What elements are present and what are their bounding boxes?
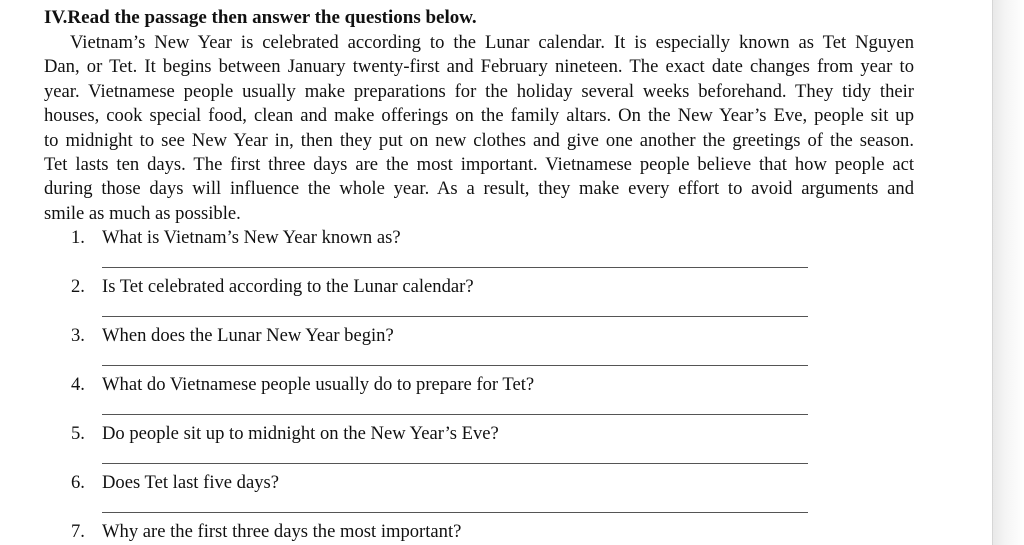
question-item [44,520,804,545]
passage-line: houses, cook special food, clean and make offerings on the family altars. On the New Year’s Eve, people sit up [44,105,914,127]
question-text: Do people sit up to midnight on the New Year’s Eve? [102,423,499,444]
question-item [44,471,804,520]
question-number: 6. [71,472,85,493]
question-text: What is Vietnam’s New Year known as? [102,227,401,248]
passage-line: Dan, or Tet. It begins between January twenty-first and February nineteen. The exact date changes from year to [44,56,914,78]
answer-line[interactable] [102,316,808,317]
question-number: 2. [71,276,85,297]
question-number: 1. [71,227,85,248]
answer-line[interactable] [102,267,808,268]
question-text: Why are the first three days the most important? [102,521,462,542]
passage-line: Vietnam’s New Year is celebrated according to the Lunar calendar. It is especially known as Tet Nguyen [70,32,914,53]
passage-line: smile as much as possible. [44,202,241,224]
question-item [44,373,804,422]
passage-line: during those days will influence the whole year. As a result, they make every effort to avoid arguments and [44,178,914,200]
question-item [44,275,804,324]
question-text: What do Vietnamese people usually do to prepare for Tet? [102,374,535,395]
answer-line[interactable] [102,414,808,415]
question-number: 7. [71,521,85,542]
exercise-heading: IV.Read the passage then answer the questions below. [44,7,477,28]
page-edge [992,0,1024,545]
passage-line: Tet lasts ten days. The first three days are the most important. Vietnamese people believe that how people act [44,154,914,176]
question-list [44,226,804,545]
question-item [44,324,804,373]
question-item [44,422,804,471]
question-number: 3. [71,325,85,346]
passage-line: to midnight to see New Year in, then they put on new clothes and give one another the greetings of the season. [44,129,914,151]
question-number: 4. [71,374,85,395]
question-number: 5. [71,423,85,444]
question-text: Does Tet last five days? [102,472,280,493]
answer-line[interactable] [102,365,808,366]
reading-passage [44,31,914,226]
question-text: When does the Lunar New Year begin? [102,325,394,346]
passage-line: year. Vietnamese people usually make preparations for the holiday several weeks beforehand. They tidy their [44,80,914,102]
answer-line[interactable] [102,463,808,464]
answer-line[interactable] [102,512,808,513]
question-text: Is Tet celebrated according to the Lunar calendar? [102,276,474,297]
question-item [44,226,804,275]
